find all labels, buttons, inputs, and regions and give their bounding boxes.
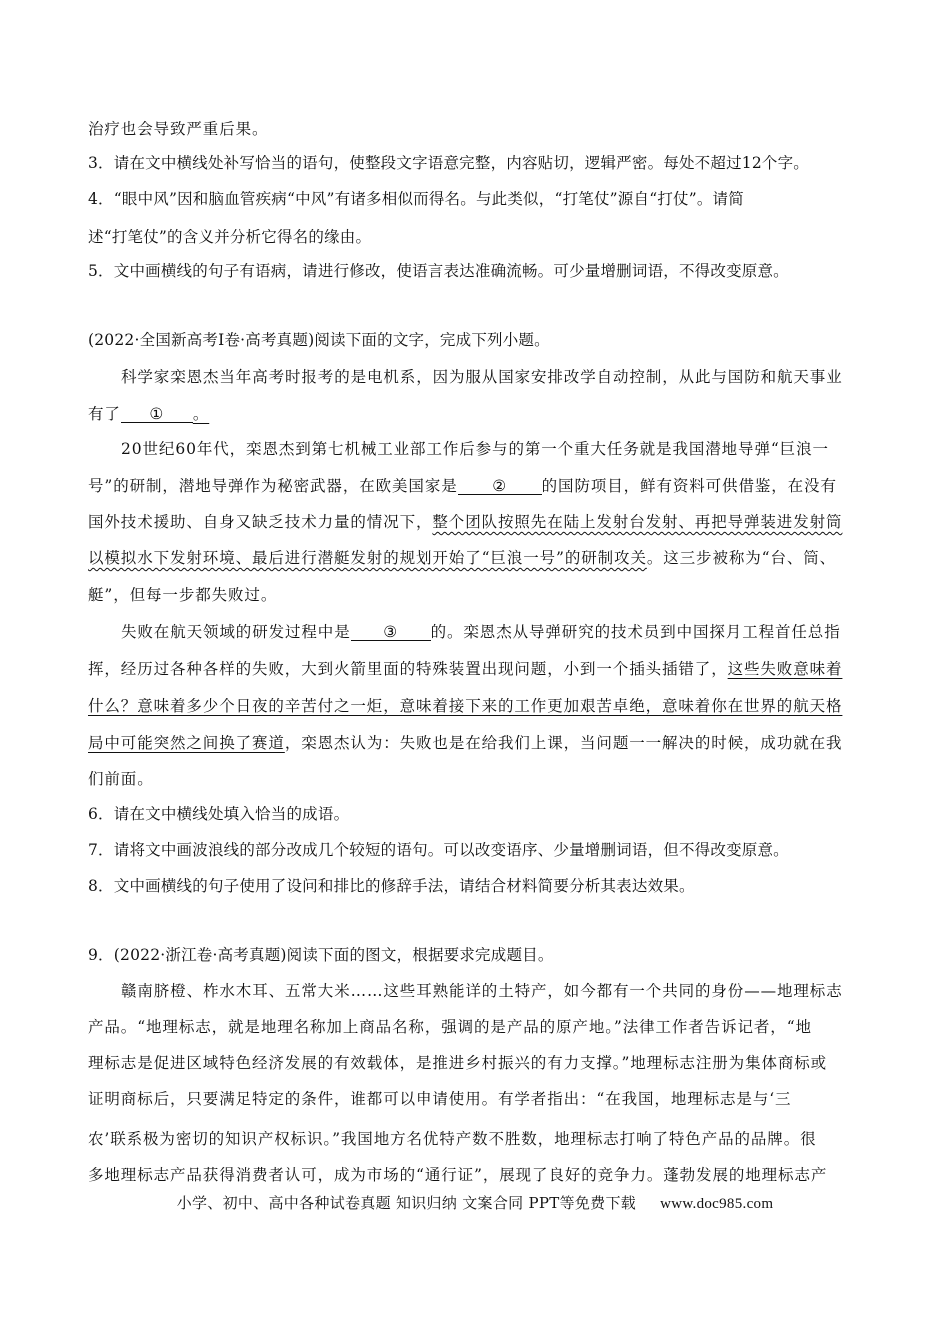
- passage-9-line-5: 农’联系极为密切的知识产权标识。”我国地方名优特产数不胜数，地理标志打响了特色产品的品牌。很: [88, 1130, 817, 1148]
- fill-blank-1: ①: [121, 406, 193, 423]
- question-3: 3．请在文中横线处补写恰当的语句，使整段文字语意完整，内容贴切，逻辑严密。每处不超过12个字。: [88, 154, 809, 172]
- question-5: 5．文中画横线的句子有语病，请进行修改，使语言表达准确流畅。可少量增删词语，不得改变原意。: [88, 262, 789, 280]
- passage-paragraph-2-line-5: 艇”，但每一步都失败过。: [88, 586, 278, 604]
- wavy-underlined-text: 以模拟水下发射环境、最后进行潜艇发射的规划开始了“巨浪一号”的研制攻关: [88, 549, 647, 567]
- question-6: 6．请在文中横线处填入恰当的成语。: [88, 805, 350, 823]
- text-segment: 。: [192, 405, 210, 423]
- page-footer: [0, 1192, 950, 1213]
- passage-paragraph-3-line-3: [88, 694, 842, 716]
- continued-text: 治疗也会导致严重后果。: [88, 120, 269, 138]
- passage-paragraph-3-line-4: [88, 731, 842, 753]
- section-heading-2022-national: (2022·全国新高考I卷·高考真题)阅读下面的文字，完成下列小题。: [88, 331, 550, 349]
- passage-paragraph-1-line-2: [88, 402, 209, 424]
- passage-9-line-2: 产品。“地理标志，就是地理名称加上商品名称，强调的是产品的原产地。”法律工作者告诉记者，“地: [88, 1018, 812, 1036]
- footer-url[interactable]: www.doc985.com: [660, 1196, 774, 1212]
- passage-9-line-3: 理标志是促进区域特色经济发展的有效载体，是推进乡村振兴的有力支撑。”地理标志注册为集体商标或: [88, 1054, 828, 1072]
- text-segment: 的国防项目，鲜有资料可供借鉴，在没有: [541, 477, 837, 495]
- underlined-text: 局中可能突然之间换了赛道: [88, 734, 285, 752]
- underlined-text: 这些失败意味着: [727, 660, 843, 678]
- fill-blank-3: ③: [351, 624, 431, 641]
- passage-paragraph-2-line-1: 20世纪60年代，栾恩杰到第七机械工业部工作后参与的第一个重大任务就是我国潜地导弹“巨浪一: [121, 440, 829, 458]
- text-segment: 国外技术援助、自身又缺乏技术力量的情况下，: [88, 513, 433, 531]
- question-7: 7．请将文中画波浪线的部分改成几个较短的语句。可以改变语序、少量增删词语，但不得改变原意。: [88, 841, 789, 859]
- passage-9-line-4: 证明商标后，只要满足特定的条件，谁都可以申请使用。有学者指出：“在我国，地理标志是与‘三: [88, 1090, 792, 1108]
- text-segment: 的。栾恩杰从导弹研究的技术员到中国探月工程首任总指: [430, 623, 841, 641]
- text-segment: 有了: [88, 405, 121, 423]
- passage-paragraph-2-line-2: [88, 474, 837, 496]
- passage-9-line-6: 多地理标志产品获得消费者认可，成为市场的“通行证”，展现了良好的竞争力。蓬勃发展的地理标志产: [88, 1166, 828, 1184]
- passage-paragraph-3-line-2: [88, 657, 842, 679]
- text-segment: 号”的研制，潜地导弹作为秘密武器，在欧美国家是: [88, 477, 458, 495]
- text-segment: ，栾恩杰认为：失败也是在给我们上课，当问题一一解决的时候，成功就在我: [284, 734, 843, 752]
- footer-text: 小学、初中、高中各种试卷真题 知识归纳 文案合同 PPT等免费下载: [176, 1194, 637, 1212]
- passage-paragraph-3-line-1: [121, 620, 841, 642]
- passage-9-line-1: 赣南脐橙、柞水木耳、五常大米……这些耳熟能详的土特产，如今都有一个共同的身份——地理标志: [121, 982, 843, 1000]
- fill-blank-2: ②: [458, 478, 542, 495]
- passage-paragraph-3-line-5: 们前面。: [88, 770, 154, 788]
- passage-paragraph-1-line-1: 科学家栾恩杰当年高考时报考的是电机系，因为服从国家安排改学自动控制，从此与国防和航天事业: [121, 368, 843, 386]
- question-4-line-2: 述“打笔仗”的含义并分析它得名的缘由。: [88, 228, 372, 246]
- text-segment: 失败在航天领域的研发过程中是: [121, 623, 351, 641]
- question-8: 8．文中画横线的句子使用了设问和排比的修辞手法，请结合材料简要分析其表达效果。: [88, 877, 695, 895]
- question-4-line-1: 4．“眼中风”因和脑血管疾病“中风”有诸多相似而得名。与此类似，“打笔仗”源自“打仗”。请简: [88, 190, 744, 208]
- passage-paragraph-2-line-4: [88, 546, 836, 568]
- wavy-underlined-text: 整个团队按照先在陆上发射台发射、再把导弹装进发射筒: [432, 513, 843, 531]
- text-segment: 挥，经历过各种各样的失败，大到火箭里面的特殊装置出现问题，小到一个插头插错了，: [88, 660, 728, 678]
- passage-paragraph-2-line-3: [88, 510, 842, 532]
- underlined-text: 什么？意味着多少个日夜的辛苦付之一炬，意味着接下来的工作更加艰苦卓绝，意味着你在世界的航天格: [88, 697, 843, 715]
- text-segment: 。这三步被称为“台、筒、: [646, 549, 837, 567]
- question-9-heading: 9．(2022·浙江卷·高考真题)阅读下面的图文，根据要求完成题目。: [88, 946, 554, 964]
